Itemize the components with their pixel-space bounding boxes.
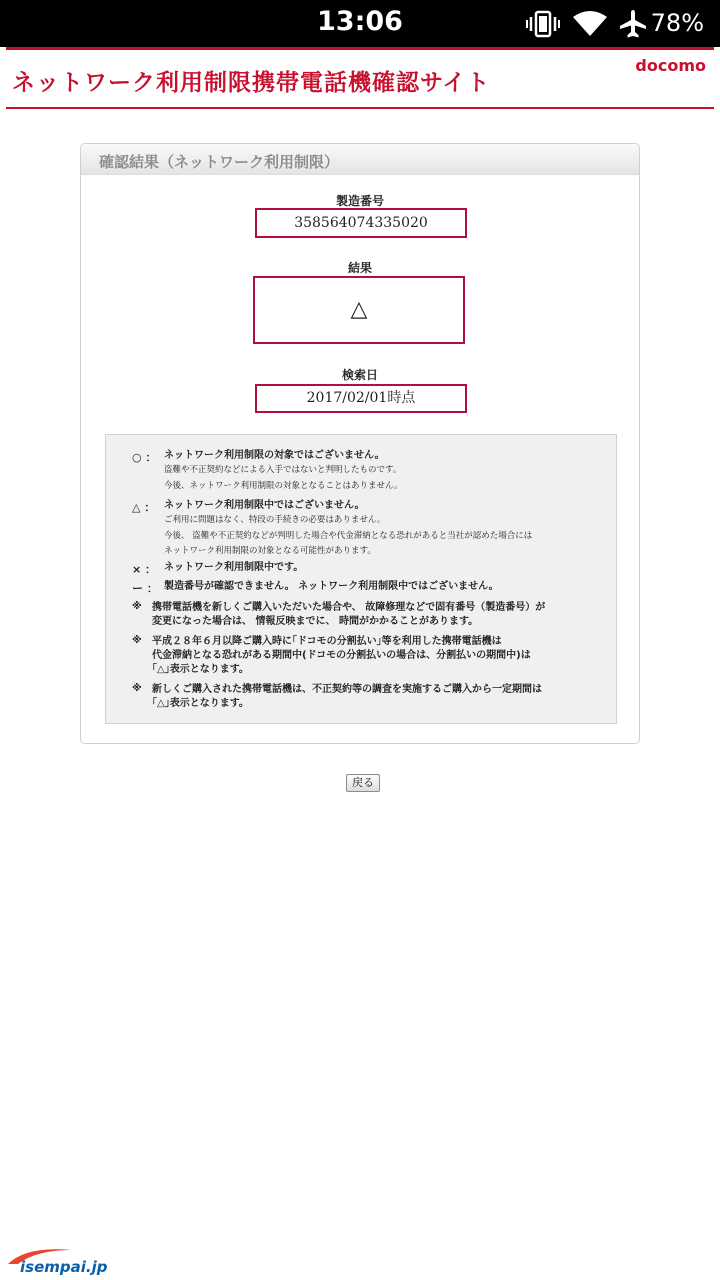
legend-dash-symbol: ー ：: [132, 582, 158, 595]
watermark-text: isempai.jp: [20, 1258, 108, 1276]
note-line: 新しくご購入された携帯電話機は、不正契約等の調査を実施するご購入から一定期間は: [152, 684, 542, 695]
result-panel: [80, 143, 640, 744]
note-line: ｢△｣表示となります。: [152, 698, 249, 709]
note-mark: ※: [132, 635, 142, 646]
note-line: 携帯電話機を新しくご購入いただいた場合や、 故障修理などで固有番号（製造番号）が: [152, 602, 546, 613]
search-date-box: 2017/02/01時点: [255, 384, 467, 413]
legend-box: [105, 434, 617, 724]
status-time: 13:06: [317, 6, 403, 37]
legend-cross-text: ネットワーク利用制限中です。: [164, 562, 304, 573]
airplane-icon: [618, 9, 648, 43]
note-line: 平成２８年６月以降ご購入時に｢ドコモの分割払い｣等を利用した携帯電話機は: [152, 636, 502, 647]
serial-number-box: 358564074335020: [255, 208, 467, 238]
note-mark: ※: [132, 601, 142, 612]
legend-triangle-sub: ご利用に問題はなく、特段の手続きの必要はありません。: [164, 515, 386, 525]
note-mark: ※: [132, 683, 142, 694]
legend-triangle-sub: 今後、 盗難や不正契約などが判明した場合や代金滞納となる恐れがあると当社が認めた場合には: [164, 531, 533, 541]
back-button[interactable]: 戻る: [346, 774, 380, 792]
legend-cross-symbol: × ：: [132, 563, 157, 576]
legend-circle-sub: 今後、ネットワーク利用制限の対象となることはありません。: [164, 481, 403, 491]
panel-title: 確認結果（ネットワーク利用制限）: [99, 153, 340, 171]
wifi-icon: [572, 11, 608, 41]
watermark: [0, 1244, 130, 1280]
legend-triangle-symbol: △ ：: [132, 501, 156, 514]
legend-dash-text: 製造番号が確認できません。 ネットワーク利用制限中ではございません。: [164, 581, 499, 592]
header-divider: [6, 107, 714, 109]
battery-level: 78%: [650, 9, 704, 37]
legend-circle-symbol: ○ ：: [132, 451, 157, 464]
serial-label: 製造番号: [335, 194, 384, 208]
legend-circle-sub: 盗難や不正契約などによる入手ではないと判明したものです。: [164, 465, 402, 475]
result-label: 結果: [347, 261, 372, 275]
legend-circle-text: ネットワーク利用制限の対象ではございません。: [164, 450, 385, 461]
note-line: 変更になった場合は、 情報反映までに、 時間がかかることがあります。: [152, 616, 479, 627]
web-page: [6, 47, 714, 1280]
vibrate-icon: [526, 10, 560, 42]
note-line: 代金滞納となる恐れがある期間中(ドコモの分割払いの場合は、分割払いの期間中)は: [152, 650, 531, 661]
site-title: ネットワーク利用制限携帯電話機確認サイト: [12, 70, 491, 96]
status-bar: [0, 0, 720, 47]
note-line: ｢△｣表示となります。: [152, 664, 249, 675]
date-label: 検索日: [341, 368, 378, 382]
result-box: △: [253, 276, 465, 344]
legend-triangle-text: ネットワーク利用制限中ではございません。: [164, 500, 365, 511]
site-header: [6, 47, 714, 109]
legend-triangle-sub: ネットワーク利用制限の対象となる可能性があります。: [164, 546, 376, 556]
panel-header: [81, 144, 639, 175]
docomo-logo[interactable]: docomo: [635, 56, 706, 75]
